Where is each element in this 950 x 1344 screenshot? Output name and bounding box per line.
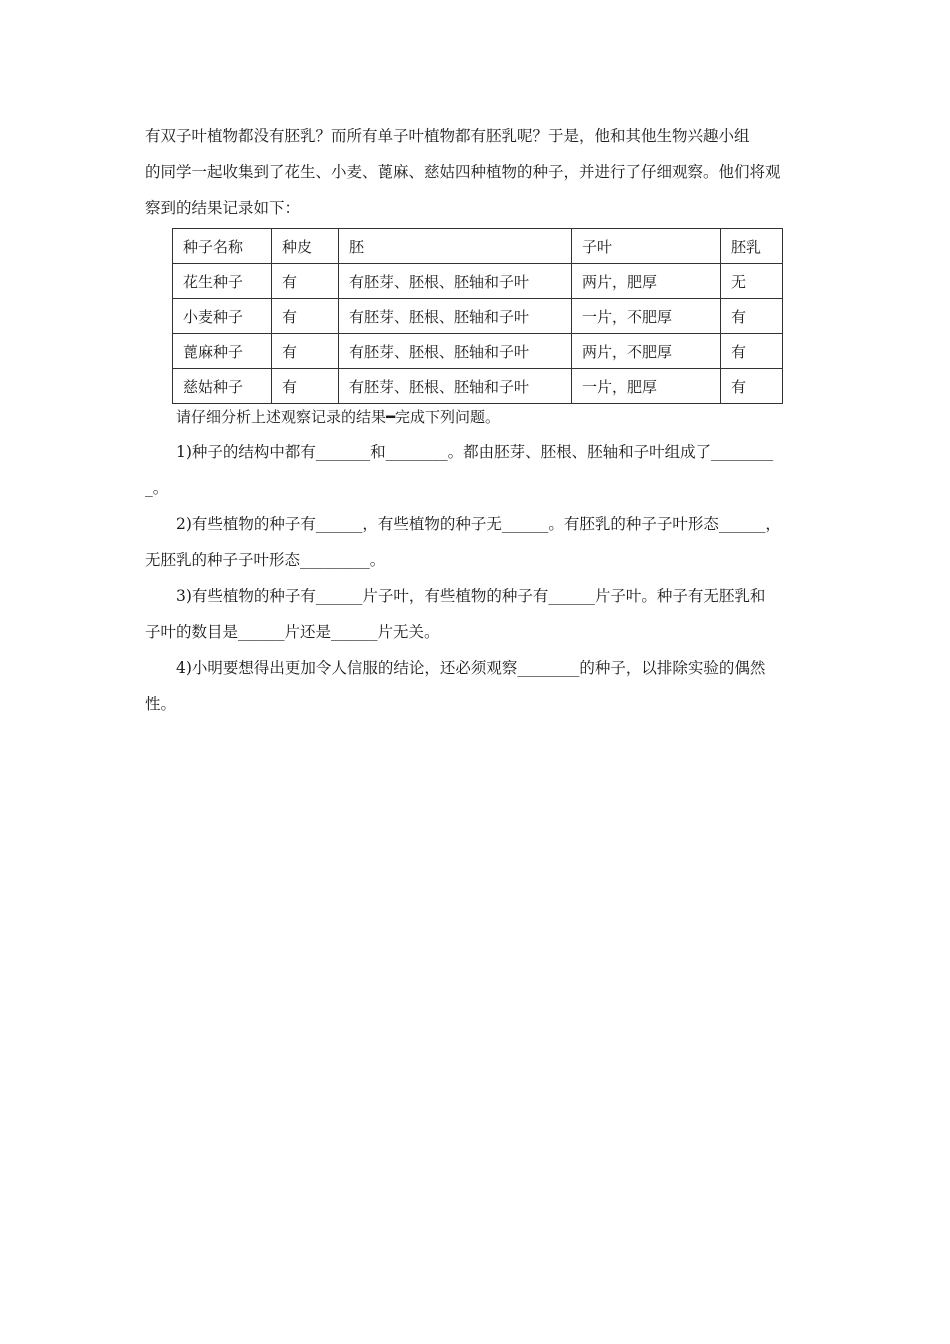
question-2-line-2: 无胚乳的种子子叶形态_________。 (145, 551, 386, 569)
intro-line-3: 察到的结果记录如下： (145, 199, 301, 217)
table-cell: 有 (721, 299, 783, 334)
table-cell: 有 (721, 334, 783, 369)
question-4-line-2: 性。 (145, 695, 177, 713)
table-cell: 慈姑种子 (173, 369, 272, 404)
observation-table (172, 228, 783, 404)
table-row (173, 264, 783, 299)
header-embryo: 胚 (339, 229, 572, 264)
table-cell: 蓖麻种子 (173, 334, 272, 369)
intro-line-2: 的同学一起收集到了花生、小麦、蓖麻、慈姑四种植物的种子，并进行了仔细观察。他们将观 (145, 163, 781, 181)
table-cell: 有 (272, 369, 339, 404)
document-page (145, 118, 810, 722)
table-cell: 花生种子 (173, 264, 272, 299)
table-cell: 有胚芽、胚根、胚轴和子叶 (339, 334, 572, 369)
table-cell: 有 (272, 334, 339, 369)
question-3-line-2: 子叶的数目是______片还是______片无关。 (145, 623, 440, 641)
question-2-line-1: 2)有些植物的种子有______，有些植物的种子无______。有胚乳的种子子叶形态______， (176, 515, 781, 533)
table-row (173, 369, 783, 404)
header-endosperm: 胚乳 (721, 229, 783, 264)
table-cell: 一片，不肥厚 (572, 299, 721, 334)
question-3-line-1: 3)有些植物的种子有______片子叶，有些植物的种子有______片子叶。种子有无胚乳和 (176, 587, 766, 605)
table-cell: 有 (721, 369, 783, 404)
question-1-line-1: 1)种子的结构中都有_______和________。都由胚芽、胚根、胚轴和子叶组成了________ (176, 443, 774, 461)
question-4-line-1: 4)小明要想得出更加令人信服的结论，还必须观察________的种子，以排除实验的偶然 (176, 659, 766, 677)
table-cell: 小麦种子 (173, 299, 272, 334)
table-header-row (173, 229, 783, 264)
table-row (173, 334, 783, 369)
table-cell: 有 (272, 264, 339, 299)
table-cell: 有胚芽、胚根、胚轴和子叶 (339, 299, 572, 334)
table-cell: 有胚芽、胚根、胚轴和子叶 (339, 369, 572, 404)
instruction-text: 请仔细分析上述观察记录的结果━完成下列问题。 (176, 408, 501, 426)
table-cell: 两片，肥厚 (572, 264, 721, 299)
table-row (173, 299, 783, 334)
table-cell: 无 (721, 264, 783, 299)
header-cotyledon: 子叶 (572, 229, 721, 264)
intro-line-1: 有双子叶植物都没有胚乳？而所有单子叶植物都有胚乳呢？于是，他和其他生物兴趣小组 (145, 127, 750, 145)
header-seed-name: 种子名称 (173, 229, 272, 264)
question-1-line-2: _。 (145, 479, 169, 497)
table-cell: 有 (272, 299, 339, 334)
header-seed-coat: 种皮 (272, 229, 339, 264)
table-cell: 有胚芽、胚根、胚轴和子叶 (339, 264, 572, 299)
table-cell: 一片，肥厚 (572, 369, 721, 404)
table-cell: 两片，不肥厚 (572, 334, 721, 369)
